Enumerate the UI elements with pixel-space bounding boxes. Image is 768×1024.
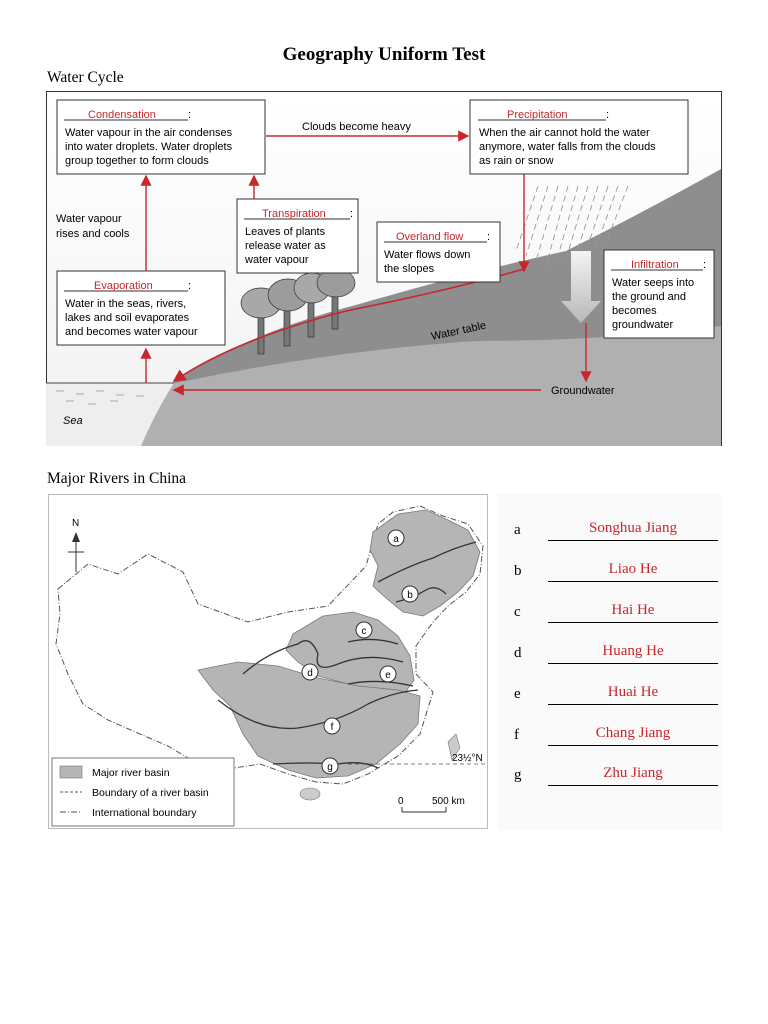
overland-flow-label: Overland flow [396, 231, 464, 243]
answer-row-b [498, 561, 722, 585]
section-title-rivers: Major Rivers in China [47, 470, 187, 487]
answer-text[interactable]: Songhua Jiang [589, 520, 677, 536]
map-legend [52, 758, 234, 826]
answer-letter: a [514, 522, 521, 538]
answer-line [548, 622, 718, 623]
precipitation-text: When the air cannot hold the water anymore, water falls from the clouds as rain or snow [479, 127, 656, 167]
marker-c [356, 622, 372, 638]
transpiration-box [237, 199, 358, 273]
section-title-water-cycle: Water Cycle [47, 69, 124, 86]
svg-text:b: b [407, 590, 413, 601]
condensation-text: Water vapour in the air condenses into water droplets. Water droplets group together to form clouds [65, 127, 233, 167]
clouds-heavy-label: Clouds become heavy [302, 121, 411, 133]
answer-text[interactable]: Huang He [602, 643, 664, 659]
svg-text:0: 0 [398, 796, 404, 807]
svg-text:d: d [307, 668, 313, 679]
groundwater-label: Groundwater [551, 385, 615, 397]
transpiration-label: Transpiration [262, 208, 326, 220]
svg-text:a: a [393, 534, 399, 545]
sea-label: Sea [63, 415, 83, 427]
marker-b [402, 586, 418, 602]
answer-row-f [498, 725, 722, 749]
svg-text::: : [188, 280, 192, 292]
condensation-box [57, 100, 265, 174]
precipitation-box [470, 100, 688, 174]
marker-a [388, 530, 404, 546]
marker-e [380, 666, 396, 682]
answer-row-c [498, 602, 722, 626]
legend-boundary: Boundary of a river basin [92, 787, 209, 799]
legend-basin: Major river basin [92, 767, 170, 779]
overland-flow-text: Water flows down the slopes [384, 249, 471, 275]
answer-letter: g [514, 767, 522, 783]
answer-line [548, 581, 718, 582]
evaporation-text: Water in the seas, rivers, lakes and soil evaporates and becomes water vapour [65, 298, 198, 338]
infiltration-label: Infiltration [631, 259, 679, 271]
answer-row-a [498, 520, 722, 544]
marker-d [302, 664, 318, 680]
precipitation-label: Precipitation [507, 109, 568, 121]
evaporation-box [57, 271, 225, 345]
marker-f [324, 718, 340, 734]
svg-text:e: e [385, 670, 391, 681]
answer-row-d [498, 643, 722, 667]
answer-text[interactable]: Huai He [607, 684, 659, 700]
svg-text::: : [487, 231, 491, 243]
answer-letter: b [514, 563, 522, 579]
answer-letter: c [514, 604, 521, 620]
svg-text::: : [703, 259, 707, 271]
answer-text[interactable]: Zhu Jiang [603, 765, 663, 781]
vapour-rises-label: Water vapour rises and cools [56, 213, 130, 240]
answer-letter: d [514, 645, 522, 661]
china-river-map [48, 494, 488, 829]
answer-text[interactable]: Hai He [611, 602, 655, 618]
answer-line [548, 663, 718, 664]
marker-g [322, 758, 338, 774]
condensation-label: Condensation [88, 109, 156, 121]
answer-row-g [498, 765, 722, 789]
tropic-label: 23½°N [452, 753, 483, 764]
evaporation-label: Evaporation [94, 280, 153, 292]
answer-line [548, 745, 718, 746]
answer-text[interactable]: Chang Jiang [595, 725, 671, 741]
hainan [300, 788, 320, 800]
infiltration-box [604, 250, 714, 338]
svg-text:500 km: 500 km [432, 796, 465, 807]
legend-international: International boundary [92, 807, 197, 819]
answer-letter: e [514, 686, 521, 702]
svg-text::: : [188, 109, 192, 121]
answer-text[interactable]: Liao He [608, 561, 658, 577]
answer-line [548, 785, 718, 786]
infiltration-text: Water seeps into the ground and becomes groundwater [612, 277, 695, 331]
answer-row-e [498, 684, 722, 708]
overland-flow-box [377, 222, 500, 282]
water-table-label: Water table [430, 319, 488, 343]
answer-letter: f [514, 727, 519, 743]
water-cycle-diagram [46, 91, 722, 446]
answer-line [548, 540, 718, 541]
svg-text:f: f [330, 722, 334, 733]
answer-line [548, 704, 718, 705]
svg-text:g: g [327, 762, 333, 773]
answer-list [498, 494, 722, 829]
svg-text::: : [606, 109, 610, 121]
svg-text:c: c [361, 626, 367, 637]
svg-text:N: N [72, 518, 80, 529]
transpiration-text: Leaves of plants release water as water vapour [245, 226, 326, 266]
page-title: Geography Uniform Test [282, 44, 486, 65]
svg-text::: : [350, 208, 354, 220]
